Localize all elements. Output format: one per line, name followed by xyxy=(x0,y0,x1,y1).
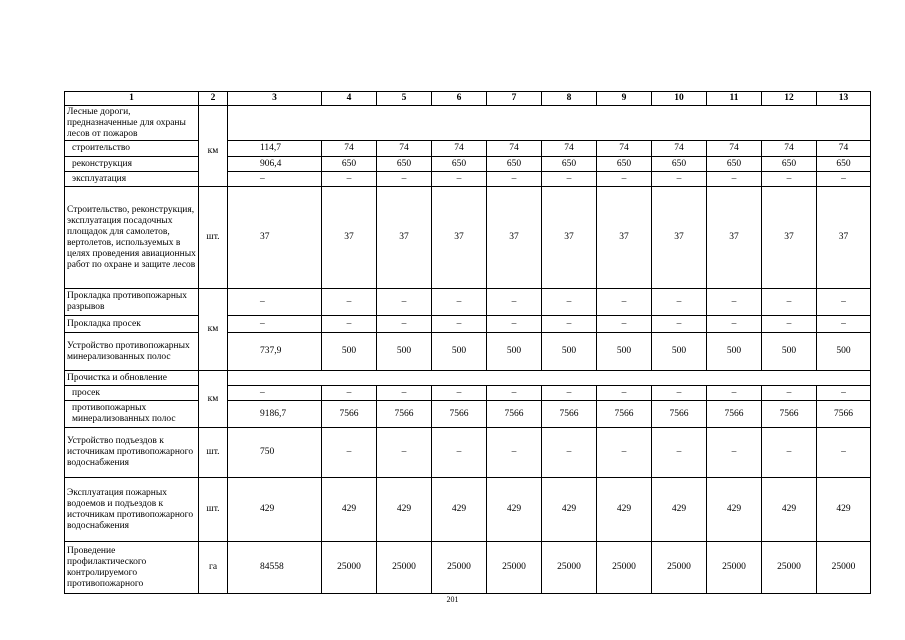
value-cell: 500 xyxy=(377,333,432,371)
value-cell: – xyxy=(542,289,597,316)
unit-cell xyxy=(199,371,228,428)
value-cell: 74 xyxy=(322,141,377,157)
value-cell: – xyxy=(817,172,871,187)
table-row xyxy=(65,172,871,187)
value-cell: 25000 xyxy=(487,542,542,594)
value-cell: 650 xyxy=(817,157,871,172)
table-row xyxy=(65,187,871,289)
value-cell: 74 xyxy=(652,141,707,157)
value-cell: 74 xyxy=(707,141,762,157)
row-label: строительство xyxy=(65,141,199,157)
row-label: Проведение профилактического контролируемого противопожарного xyxy=(65,542,199,594)
table-row xyxy=(65,386,871,401)
row-label: эксплуатация xyxy=(65,172,199,187)
value-cell: 650 xyxy=(762,157,817,172)
column-header: 2 xyxy=(199,92,228,106)
row-label: Устройство противопожарных минерализованных полос xyxy=(65,333,199,371)
value-cell: – xyxy=(487,172,542,187)
value-cell: 429 xyxy=(652,478,707,542)
value-cell: – xyxy=(228,289,322,316)
row-label: Эксплуатация пожарных водоемов и подъездов к источникам противопожарного водоснабжения xyxy=(65,478,199,542)
column-header: 13 xyxy=(817,92,871,106)
value-cell: – xyxy=(707,428,762,478)
row-label: реконструкция xyxy=(65,157,199,172)
column-header: 1 xyxy=(65,92,199,106)
value-cell: – xyxy=(487,386,542,401)
table-row xyxy=(65,371,871,386)
value-cell: – xyxy=(432,386,487,401)
value-cell: – xyxy=(228,386,322,401)
value-cell: 37 xyxy=(377,187,432,289)
value-cell: 650 xyxy=(432,157,487,172)
page-number: 201 xyxy=(446,595,459,604)
value-cell: – xyxy=(432,172,487,187)
value-cell: – xyxy=(377,316,432,333)
value-cell: 7566 xyxy=(542,401,597,428)
row-label: противопожарных минерализованных полос xyxy=(65,401,199,428)
value-cell: 500 xyxy=(707,333,762,371)
value-cell: – xyxy=(817,289,871,316)
value-cell: 74 xyxy=(597,141,652,157)
value-cell: 25000 xyxy=(817,542,871,594)
value-cell: 906,4 xyxy=(228,157,322,172)
column-header: 6 xyxy=(432,92,487,106)
value-cell: – xyxy=(322,386,377,401)
value-cell: – xyxy=(707,289,762,316)
value-cell: – xyxy=(322,172,377,187)
empty-span-cell xyxy=(228,106,871,141)
value-cell: – xyxy=(322,316,377,333)
column-header: 3 xyxy=(228,92,322,106)
value-cell: 37 xyxy=(432,187,487,289)
table-row xyxy=(65,106,871,141)
table-row xyxy=(65,333,871,371)
row-label: Лесные дороги, предназначенные для охраны лесов от пожаров xyxy=(65,106,199,141)
value-cell: – xyxy=(762,316,817,333)
value-cell: 737,9 xyxy=(228,333,322,371)
value-cell: – xyxy=(817,428,871,478)
value-cell: – xyxy=(652,289,707,316)
empty-span-cell xyxy=(228,371,871,386)
value-cell: 500 xyxy=(597,333,652,371)
value-cell: – xyxy=(322,289,377,316)
value-cell: 25000 xyxy=(542,542,597,594)
value-cell: 37 xyxy=(322,187,377,289)
column-header: 11 xyxy=(707,92,762,106)
unit-cell: шт. xyxy=(199,478,228,542)
value-cell: 74 xyxy=(762,141,817,157)
value-cell: 37 xyxy=(228,187,322,289)
value-cell: 429 xyxy=(597,478,652,542)
value-cell: 429 xyxy=(487,478,542,542)
table-row xyxy=(65,289,871,316)
value-cell: 429 xyxy=(542,478,597,542)
value-cell: – xyxy=(762,289,817,316)
value-cell: 650 xyxy=(377,157,432,172)
value-cell: 37 xyxy=(817,187,871,289)
value-cell: – xyxy=(487,289,542,316)
value-cell: 25000 xyxy=(707,542,762,594)
column-header: 8 xyxy=(542,92,597,106)
value-cell: 37 xyxy=(762,187,817,289)
value-cell: 650 xyxy=(707,157,762,172)
value-cell: 25000 xyxy=(432,542,487,594)
value-cell: – xyxy=(432,428,487,478)
row-label: Прокладка просек xyxy=(65,316,199,333)
value-cell: – xyxy=(432,289,487,316)
value-cell: 429 xyxy=(432,478,487,542)
column-header: 12 xyxy=(762,92,817,106)
value-cell: 7566 xyxy=(487,401,542,428)
table-row xyxy=(65,542,871,594)
value-cell: – xyxy=(707,386,762,401)
column-header: 4 xyxy=(322,92,377,106)
value-cell: 7566 xyxy=(762,401,817,428)
value-cell: 74 xyxy=(487,141,542,157)
value-cell: 7566 xyxy=(597,401,652,428)
value-cell: – xyxy=(377,428,432,478)
value-cell: 429 xyxy=(322,478,377,542)
value-cell: – xyxy=(652,172,707,187)
value-cell: 114,7 xyxy=(228,141,322,157)
value-cell: – xyxy=(432,316,487,333)
value-cell: 74 xyxy=(377,141,432,157)
value-cell: 650 xyxy=(487,157,542,172)
value-cell: – xyxy=(322,428,377,478)
value-cell: 25000 xyxy=(597,542,652,594)
value-cell: – xyxy=(597,386,652,401)
value-cell: 429 xyxy=(817,478,871,542)
row-label: Строительство, реконструкция, эксплуатация посадочных площадок для самолетов, вертолетов, используемых в целях проведения авиационных работ по охране и защите лесов xyxy=(65,187,199,289)
unit-label: км xyxy=(207,146,219,156)
value-cell: 37 xyxy=(597,187,652,289)
unit-cell: га xyxy=(199,542,228,594)
value-cell: 37 xyxy=(487,187,542,289)
fire-protection-table xyxy=(64,91,871,594)
value-cell: 7566 xyxy=(432,401,487,428)
value-cell: – xyxy=(597,428,652,478)
unit-cell: км xyxy=(199,289,228,371)
value-cell: 500 xyxy=(817,333,871,371)
table-header-row xyxy=(65,92,871,106)
value-cell: 429 xyxy=(228,478,322,542)
value-cell: 37 xyxy=(542,187,597,289)
value-cell: – xyxy=(377,386,432,401)
value-cell: – xyxy=(377,172,432,187)
row-label: Прочистка и обновление xyxy=(65,371,199,386)
value-cell: 429 xyxy=(762,478,817,542)
value-cell: 37 xyxy=(707,187,762,289)
table-row xyxy=(65,401,871,428)
value-cell: – xyxy=(652,316,707,333)
value-cell: 74 xyxy=(817,141,871,157)
value-cell: – xyxy=(817,386,871,401)
column-header: 5 xyxy=(377,92,432,106)
column-header: 10 xyxy=(652,92,707,106)
value-cell: – xyxy=(597,289,652,316)
row-label: Устройство подъездов к источникам противопожарного водоснабжения xyxy=(65,428,199,478)
unit-label: км xyxy=(207,393,219,404)
value-cell: – xyxy=(597,172,652,187)
value-cell: – xyxy=(228,316,322,333)
table-row xyxy=(65,428,871,478)
unit-cell xyxy=(199,106,228,187)
value-cell: – xyxy=(707,172,762,187)
value-cell: 650 xyxy=(597,157,652,172)
value-cell: – xyxy=(707,316,762,333)
value-cell: – xyxy=(652,386,707,401)
value-cell: 750 xyxy=(228,428,322,478)
column-header: 7 xyxy=(487,92,542,106)
value-cell: 500 xyxy=(762,333,817,371)
value-cell: – xyxy=(228,172,322,187)
value-cell: – xyxy=(817,316,871,333)
value-cell: 9186,7 xyxy=(228,401,322,428)
value-cell: – xyxy=(762,172,817,187)
value-cell: 429 xyxy=(707,478,762,542)
value-cell: 25000 xyxy=(322,542,377,594)
value-cell: – xyxy=(762,428,817,478)
value-cell: – xyxy=(597,316,652,333)
value-cell: – xyxy=(542,428,597,478)
value-cell: 500 xyxy=(542,333,597,371)
value-cell: – xyxy=(487,316,542,333)
value-cell: 650 xyxy=(322,157,377,172)
value-cell: 7566 xyxy=(322,401,377,428)
table-row xyxy=(65,141,871,157)
value-cell: – xyxy=(542,386,597,401)
column-header: 9 xyxy=(597,92,652,106)
table-row xyxy=(65,478,871,542)
value-cell: – xyxy=(652,428,707,478)
value-cell: 500 xyxy=(487,333,542,371)
value-cell: 650 xyxy=(542,157,597,172)
value-cell: – xyxy=(377,289,432,316)
value-cell: 37 xyxy=(652,187,707,289)
value-cell: 7566 xyxy=(377,401,432,428)
row-label: Прокладка противопожарных разрывов xyxy=(65,289,199,316)
value-cell: – xyxy=(542,172,597,187)
table-row xyxy=(65,316,871,333)
value-cell: 74 xyxy=(432,141,487,157)
value-cell: 25000 xyxy=(762,542,817,594)
value-cell: – xyxy=(487,428,542,478)
value-cell: 500 xyxy=(432,333,487,371)
value-cell: 7566 xyxy=(707,401,762,428)
table-row xyxy=(65,157,871,172)
value-cell: – xyxy=(542,316,597,333)
value-cell: 25000 xyxy=(652,542,707,594)
unit-cell: шт. xyxy=(199,428,228,478)
value-cell: 74 xyxy=(542,141,597,157)
value-cell: 429 xyxy=(377,478,432,542)
value-cell: 650 xyxy=(652,157,707,172)
value-cell: 500 xyxy=(322,333,377,371)
value-cell: 500 xyxy=(652,333,707,371)
value-cell: – xyxy=(762,386,817,401)
value-cell: 7566 xyxy=(817,401,871,428)
unit-cell: шт. xyxy=(199,187,228,289)
row-label: просек xyxy=(65,386,199,401)
value-cell: 25000 xyxy=(377,542,432,594)
value-cell: 7566 xyxy=(652,401,707,428)
value-cell: 84558 xyxy=(228,542,322,594)
